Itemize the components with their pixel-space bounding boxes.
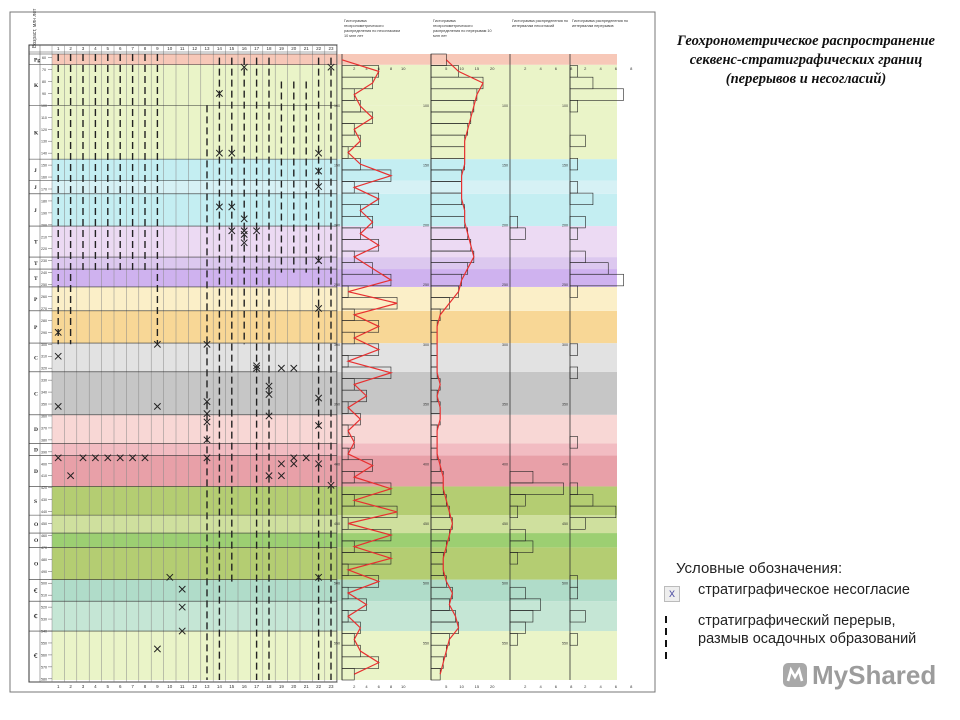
age-tick-label: 170: [41, 187, 47, 192]
column-number-bottom: 8: [143, 684, 147, 689]
unit-label: Ꞓ: [34, 588, 38, 595]
histogram-ytick: 250: [423, 283, 429, 288]
unit-label: C: [34, 391, 38, 398]
histogram-ytick: 250: [562, 283, 568, 288]
histogram-ytick: 200: [423, 223, 429, 228]
age-tick-label: 390: [41, 450, 47, 455]
column-number-bottom: 13: [204, 684, 210, 689]
histogram-xtick: 5: [445, 66, 448, 71]
unit-band: [52, 159, 617, 181]
watermark-text: MyShared: [812, 660, 937, 690]
unit-label: C: [34, 355, 38, 362]
column-number-top: 22: [316, 46, 322, 51]
column-number-top: 12: [192, 46, 198, 51]
column-number-bottom: 18: [266, 684, 272, 689]
histogram-ytick: 550: [334, 641, 340, 646]
histogram-ytick: 450: [562, 522, 568, 526]
column-number-top: 9: [156, 46, 159, 51]
histogram-ytick: 150: [502, 163, 508, 168]
histogram-ytick: 400: [334, 462, 340, 467]
histogram-ytick: 200: [502, 223, 508, 228]
age-tick-label: 120: [41, 127, 47, 132]
histogram-xtick-bottom: 20: [489, 684, 495, 689]
histogram-xtick: 8: [630, 66, 633, 71]
histogram-ytick: 250: [334, 283, 340, 288]
column-number-top: 3: [81, 46, 85, 51]
histogram-ytick: 300: [334, 342, 340, 347]
age-tick-label: 560: [41, 653, 47, 658]
unit-label: J: [34, 167, 37, 174]
column-number-bottom: 12: [192, 684, 198, 689]
column-number-bottom: 20: [291, 684, 297, 689]
column-number-bottom: 5: [106, 684, 110, 689]
age-tick-label: 250: [41, 283, 47, 288]
histogram-title: геохронометрического: [433, 24, 473, 28]
histogram-xtick-bottom: 15: [474, 684, 480, 689]
histogram-ytick: 100: [334, 103, 340, 108]
histogram-ytick: 300: [423, 342, 429, 347]
unit-label: T: [34, 261, 38, 268]
histogram-ytick: 500: [423, 581, 429, 586]
histogram-xtick: 4: [599, 66, 602, 71]
hiatus-dash-icon: [662, 616, 670, 662]
age-tick-label: 210: [41, 235, 47, 240]
histogram-ytick: 450: [423, 522, 429, 526]
histogram-ytick: 300: [502, 342, 508, 347]
age-tick-label: 60: [42, 56, 46, 61]
unit-label: O: [34, 538, 39, 545]
unit-label: P: [34, 324, 38, 331]
histogram-title: интервалам несогласий: [512, 24, 555, 28]
age-tick-label: 460: [41, 533, 47, 538]
histogram-title: Гистограмма: [433, 19, 456, 23]
histogram-ytick: 500: [562, 581, 568, 586]
unit-band: [52, 194, 617, 226]
unit-band: [52, 226, 617, 257]
age-tick-label: 540: [41, 629, 47, 634]
unit-band: [52, 372, 617, 415]
histogram-title: распределения по несогласиям: [344, 29, 400, 33]
age-tick-label: 450: [41, 522, 47, 526]
histogram-xtick-bottom: 8: [630, 684, 633, 689]
legend-unconformity: [662, 580, 952, 602]
unit-label: T: [34, 275, 38, 282]
column-number-top: 4: [94, 46, 97, 51]
column-number-top: 2: [69, 46, 72, 51]
histogram-ytick: 150: [562, 163, 568, 168]
column-number-top: 1: [56, 46, 60, 51]
histogram-xtick: 6: [554, 66, 558, 71]
age-tick-label: 500: [41, 581, 47, 586]
column-number-bottom: 16: [241, 684, 247, 689]
column-number-bottom: 11: [179, 684, 185, 689]
age-tick-label: 260: [41, 295, 47, 300]
title-line-2: секвенс-стратиграфических границ: [689, 52, 923, 68]
histogram-ytick: 100: [562, 103, 568, 108]
legend-hiatus-label: [698, 612, 916, 648]
unconformity-symbol: x: [664, 586, 680, 602]
histogram-ytick: 550: [423, 641, 429, 646]
histogram-xtick: 6: [377, 66, 380, 71]
histogram-title: Гистограмма распределения по: [572, 19, 629, 23]
age-tick-label: 140: [41, 151, 47, 156]
age-tick-label: 150: [41, 163, 47, 168]
histogram-xtick-bottom: 2: [584, 684, 587, 689]
histogram-ytick: 500: [334, 581, 340, 586]
age-tick-label: 580: [41, 677, 47, 682]
column-number-bottom: 23: [328, 684, 334, 689]
histogram-ytick: 100: [423, 103, 429, 108]
column-number-top: 23: [328, 46, 334, 51]
column-number-top: 5: [106, 46, 110, 51]
histogram-xtick-bottom: 10: [459, 684, 464, 689]
unit-label: Ꞓ: [34, 653, 38, 660]
histogram-ytick: 500: [502, 581, 508, 586]
column-number-top: 13: [204, 46, 210, 51]
histogram-ytick: 400: [423, 462, 429, 467]
column-number-bottom: 7: [131, 684, 134, 689]
column-number-bottom: 6: [118, 684, 122, 689]
age-tick-label: 220: [41, 247, 47, 252]
histogram-ytick: 550: [502, 641, 508, 646]
histogram-ytick: 400: [502, 462, 508, 467]
age-tick-label: 370: [41, 426, 47, 431]
histogram-xtick: 15: [474, 66, 480, 71]
unit-label: K: [34, 83, 39, 90]
age-tick-label: 480: [41, 557, 47, 562]
age-tick-label: 90: [42, 91, 46, 96]
histogram-xtick: 2: [524, 66, 527, 71]
age-tick-label: 330: [41, 378, 47, 383]
column-number-bottom: 3: [81, 684, 85, 689]
unit-label: T: [34, 239, 38, 246]
age-tick-label: 320: [41, 366, 47, 371]
histogram-xtick: 4: [539, 66, 542, 71]
column-number-top: 17: [254, 46, 260, 51]
age-tick-label: 180: [41, 199, 47, 204]
age-tick-label: 510: [41, 593, 47, 598]
header-age-label: Возраст, млн лет: [32, 8, 38, 48]
unit-label: O: [34, 561, 39, 568]
column-number-bottom: 1: [56, 684, 60, 689]
histogram-xtick-bottom: 6: [554, 684, 558, 689]
age-tick-label: 490: [41, 569, 47, 574]
column-number-top: 18: [266, 46, 272, 51]
unit-band: [52, 443, 617, 455]
unit-band: [52, 455, 617, 486]
legend-hiatus-line-2: размыв осадочных образований: [698, 631, 917, 647]
column-number-bottom: 21: [303, 684, 309, 689]
unit-label: D: [34, 427, 38, 434]
age-tick-label: 280: [41, 318, 47, 323]
histogram-ytick: 100: [502, 103, 508, 108]
histogram-ytick: 250: [502, 283, 508, 288]
figure-title: [664, 32, 948, 89]
histogram-xtick-bottom: 8: [389, 684, 393, 689]
histogram-xtick-bottom: 6: [377, 684, 380, 689]
unit-band: [52, 311, 617, 343]
histogram-ytick: 350: [334, 402, 340, 407]
histogram-xtick-bottom: 4: [365, 684, 368, 689]
histogram-title: млн лет: [433, 34, 447, 38]
age-tick-label: 300: [41, 342, 47, 347]
watermark: [782, 658, 952, 692]
age-tick-label: 230: [41, 259, 47, 264]
legend-hiatus: [662, 612, 952, 658]
histogram-xtick-bottom: 2: [524, 684, 527, 689]
age-tick-label: 80: [42, 79, 46, 84]
unit-band: [52, 65, 617, 106]
column-number-top: 6: [118, 46, 122, 51]
unit-band: [52, 287, 617, 311]
unit-band: [52, 533, 617, 547]
histogram-ytick: 150: [334, 163, 340, 168]
column-number-bottom: 4: [94, 684, 97, 689]
column-number-top: 11: [179, 46, 185, 51]
unit-label: J: [34, 185, 37, 192]
histogram-xtick: 2: [584, 66, 587, 71]
column-number-top: 20: [291, 46, 297, 51]
histogram-xtick: 8: [570, 66, 573, 71]
myshared-logo-icon: [782, 662, 808, 688]
histogram-xtick-bottom: 4: [539, 684, 542, 689]
unit-band: [52, 631, 617, 680]
unit-band: [52, 257, 617, 269]
age-tick-label: 240: [41, 271, 47, 276]
histogram-xtick: 10: [400, 66, 406, 71]
column-number-top: 14: [216, 46, 222, 51]
age-tick-label: 470: [41, 545, 47, 550]
age-tick-label: 400: [41, 462, 47, 467]
histogram-ytick: 350: [423, 402, 429, 407]
age-tick-label: 190: [41, 211, 47, 216]
histogram-xtick-bottom: 6: [614, 684, 618, 689]
unit-band: [52, 105, 617, 159]
column-number-bottom: 2: [69, 684, 72, 689]
column-number-top: 8: [143, 46, 147, 51]
age-tick-label: 100: [41, 103, 47, 108]
unit-label: D: [34, 468, 38, 475]
histogram-title: распределения по перерывам 10: [433, 29, 492, 33]
column-number-bottom: 22: [316, 684, 322, 689]
age-tick-label: 550: [41, 641, 47, 646]
age-tick-label: 360: [41, 414, 47, 419]
histogram-ytick: 400: [562, 462, 568, 467]
age-tick-label: 530: [41, 617, 47, 622]
histogram-xtick-bottom: 8: [570, 684, 573, 689]
unit-band: [52, 415, 617, 444]
unit-label: Pg: [34, 57, 41, 64]
histogram-title: геохронометрического: [344, 24, 384, 28]
age-tick-label: 570: [41, 665, 47, 670]
histogram-ytick: 150: [423, 163, 429, 168]
age-tick-label: 110: [41, 115, 47, 120]
histogram-ytick: 200: [334, 223, 340, 228]
unit-band: [52, 486, 617, 515]
column-number-top: 15: [229, 46, 235, 51]
column-number-top: 21: [303, 46, 309, 51]
histogram-xtick: 2: [353, 66, 356, 71]
unit-band: [52, 601, 617, 631]
unit-label: D: [34, 447, 38, 454]
histogram-xtick: 6: [614, 66, 618, 71]
column-number-bottom: 14: [216, 684, 222, 689]
age-tick-label: 70: [42, 68, 46, 73]
unit-label: P: [34, 296, 38, 303]
histogram-xtick-bottom: 10: [400, 684, 406, 689]
unit-label: S: [34, 498, 38, 505]
age-tick-label: 160: [41, 175, 47, 180]
column-number-bottom: 19: [278, 684, 284, 689]
histogram-ytick: 550: [562, 641, 568, 646]
column-number-top: 16: [241, 46, 247, 51]
unit-label: O: [34, 522, 39, 529]
histogram-ytick: 350: [562, 402, 568, 407]
age-tick-label: 130: [41, 139, 47, 144]
histogram-xtick-bottom: 2: [353, 684, 356, 689]
age-tick-label: 310: [41, 354, 47, 359]
column-number-top: 19: [278, 46, 284, 51]
age-tick-label: 520: [41, 605, 47, 610]
histogram-xtick-bottom: 5: [445, 684, 448, 689]
unit-label: K: [34, 130, 39, 137]
histogram-xtick: 8: [389, 66, 393, 71]
column-number-bottom: 17: [254, 684, 260, 689]
legend-hiatus-line-1: стратиграфический перерыв,: [698, 613, 896, 629]
age-tick-label: 430: [41, 498, 47, 503]
unit-label: J: [34, 207, 37, 214]
title-line-3: (перерывов и несогласий): [725, 71, 887, 87]
unit-label: Ꞓ: [34, 614, 38, 621]
histogram-ytick: 450: [502, 522, 508, 526]
age-tick-label: 410: [41, 474, 47, 479]
age-tick-label: 290: [41, 330, 47, 335]
age-tick-label: 380: [41, 438, 47, 443]
column-number-top: 7: [131, 46, 134, 51]
histogram-ytick: 300: [562, 342, 568, 347]
title-line-1: Геохронометрическое распространение: [677, 33, 935, 49]
histogram-title: интервалам перерывов: [572, 24, 614, 28]
legend-unconformity-label: стратиграфическое несогласие: [698, 582, 910, 598]
legend-title: Условные обозначения:: [676, 560, 843, 577]
histogram-ytick: 450: [334, 522, 340, 526]
histogram-xtick: 4: [365, 66, 368, 71]
histogram-xtick-bottom: 4: [599, 684, 602, 689]
age-tick-label: 340: [41, 390, 47, 395]
age-tick-label: 270: [41, 306, 47, 311]
histogram-title: Гистограмма распределения по: [512, 19, 569, 23]
age-tick-label: 350: [41, 402, 47, 407]
column-number-top: 10: [167, 46, 173, 51]
age-tick-label: 440: [41, 510, 47, 515]
histogram-ytick: 200: [562, 223, 568, 228]
age-tick-label: 200: [41, 223, 47, 228]
histogram-title: Гистограмма: [344, 19, 367, 23]
histogram-xtick: 10: [459, 66, 464, 71]
histogram-ytick: 350: [502, 402, 508, 407]
histogram-title: 10 млн лет: [344, 34, 364, 38]
histogram-xtick: 20: [489, 66, 495, 71]
column-number-bottom: 15: [229, 684, 235, 689]
column-number-bottom: 9: [156, 684, 159, 689]
age-tick-label: 420: [41, 486, 47, 491]
unit-band: [52, 54, 617, 65]
unit-band: [52, 343, 617, 372]
unit-band: [52, 181, 617, 194]
column-number-bottom: 10: [167, 684, 173, 689]
